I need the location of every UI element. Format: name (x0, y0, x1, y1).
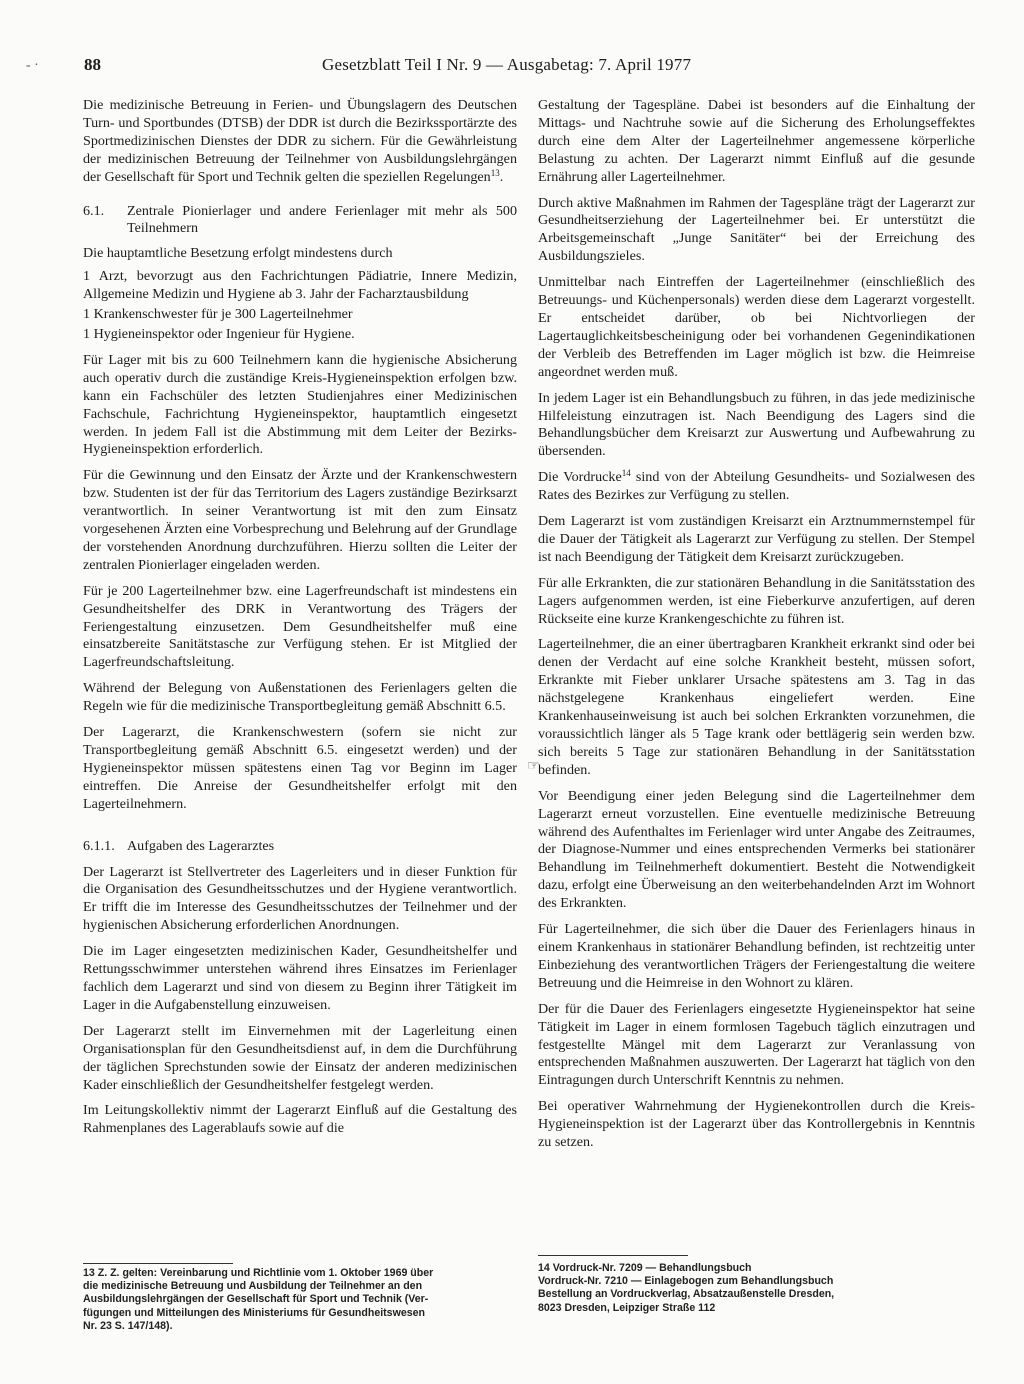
paragraph: Vor Beendigung einer jeden Belegung sind die Lagerteilnehmer dem Lagerarzt erneut vorzustellen. Eine eventuelle medizinische Betreuung während des Aufenthaltes im Ferienlager wird unter Angabe des Zeitraumes, der Diagnose-Nummer und eines entsprechenden Vermerks bei stationärer Behandlung im Teilnehmerheft dokumentiert. Besteht die Notwendigkeit dazu, erfolgt eine Überweisung an den weiterbehandelnden Arzt im Wohnort des Erkrankten. (538, 787, 975, 912)
left-column (83, 97, 517, 1146)
paragraph: Bei operativer Wahrnehmung der Hygienekontrollen durch die Kreis-Hygieneinspektion ist der Lagerarzt über das Kontrollergebnis in Kenntnis zu setzen. (538, 1098, 975, 1151)
list-item: 1 Hygieneinspektor oder Ingenieur für Hygiene. (83, 325, 355, 342)
paragraph: Für Lagerteilnehmer, die sich über die Dauer des Ferienlagers hinaus in einem Krankenhaus in stationärer Behandlung befinden, ist rechtzeitig unter Einbeziehung des verantwortlichen Trägers der Feriengestaltung die weitere Betreuung und die Heimreise in den Wohnort zu klären. (538, 921, 975, 991)
paragraph: Für je 200 Lagerteilnehmer bzw. eine Lagerfreundschaft ist mindestens ein Gesundheitshelfer des DRK in Verantwortung des Trägers der Feriengestaltung einzusetzen. Dem Gesundheitshelfer muß eine einsatzbereite Sanitätstasche zur Verfügung stehen. Er ist Mitglied der Lagerfreundschaftsleitung. (83, 582, 517, 671)
section-title: Zentrale Pionierlager und andere Ferienlager mit mehr als 500 Teilnehmern (127, 202, 517, 237)
paragraph: Durch aktive Maßnahmen im Rahmen der Tagespläne trägt der Lagerarzt zur Gesundheitserziehung der Lagerteilnehmer bei. Er unterstützt die Arbeitsgemeinschaft „Junge Sanitäter“ bei der Erreichung des Ausbildungszieles. (538, 194, 975, 265)
paragraph: Der Lagerarzt, die Krankenschwestern (sofern sie nicht zur Transportbegleitung gemäß Abschnitt 6.5. eingesetzt werden) und der Hygieneinspektor müssen spätestens einen Tag vor Beginn im Lager eintreffen. Die Anreise der Gesundheitshelfer erfolgt mit den Lagerteilnehmern. (83, 724, 517, 812)
paragraph: Die Vordrucke$^{14}$ sind von der Abteilung Gesundheits- und Sozialwesen des Rates des Bezirkes zur Verfügung zu stellen. (538, 468, 975, 504)
paragraph: Im Leitungskollektiv nimmt der Lagerarzt Einfluß auf die Gestaltung des Rahmenplanes des Lagerablaufs sowie auf die (83, 1102, 517, 1137)
list-item: 1 Arzt, bevorzugt aus den Fachrichtungen Pädiatrie, Innere Medizin, Allgemeine Medizin und Hygiene ab 3. Jahr der Facharztausbildung (83, 268, 517, 303)
footnote-rule (83, 1263, 233, 1264)
running-head: Gesetzblatt Teil I Nr. 9 — Ausgabetag: 7. April 1977 (322, 55, 692, 74)
footnote-14: 14 Vordruck-Nr. 7209 — Behandlungsbuch Vordruck-Nr. 7210 — Einlagebogen zum Behandlungsbuch Bestellung an Vordruckverlag, Absatzaußenstelle Dresden, 8023 Dresden, Leipziger Straße 112 (538, 1262, 835, 1314)
footnote-ref: 14 (621, 468, 631, 479)
paragraph: Unmittelbar nach Eintreffen der Lagerteilnehmer (einschließlich des Betreuungs- und Küchenpersonals) werden diese dem Lagerarzt vorgestellt. Er entscheidet darüber, ob bei Nichtvorliegen der Lagertauglichkeitsbescheinigung oder bei vorhandenen Gegenindikationen der Verbleib des Betreffenden im Lager möglich ist bzw. die Heimreise angeordnet werden muß. (538, 274, 975, 380)
footnote-13: 13 Z. Z. gelten: Vereinbarung und Richtlinie vom 1. Oktober 1969 über die medizinische Betreuung und Ausbildung der Teilnehmer an den Ausbildungslehrgängen der Gesellschaft für Sport und Technik (Ver- fügungen und Mitteilungen des Ministeriums für Gesundheitswesen Nr. 23 S. 147/148). (83, 1267, 434, 1332)
section-heading (83, 838, 517, 856)
paragraph: Für die Gewinnung und den Einsatz der Ärzte und der Krankenschwestern bzw. Studenten ist der für das Territorium des Lagers zuständige Bezirksarzt verantwortlich. In seiner Verantwortung ist mit den zum Einsatz vorgesehenen Ärzten eine Vorbesprechung und Belehrung auf der Grundlage der vorstehenden Anordnung durchzuführen. Hierzu sollten die Leiter der zentralen Pionierlager eingeladen werden. (83, 467, 517, 573)
paragraph: Für alle Erkrankten, die zur stationären Behandlung in die Sanitätsstation des Lagers aufgenommen werden, ist eine Fieberkurve anzufertigen, auf deren Rückseite eine kurze Krankengeschichte zu führen ist. (538, 574, 975, 627)
margin-mark: ☞ (527, 759, 540, 774)
paragraph: Für Lager mit bis zu 600 Teilnehmern kann die hygienische Absicherung auch operativ durch die zuständige Kreis-Hygieneinspektion erfolgen bzw. kann ein Fachschüler des letzten Studienjahres einer Medizinischen Fachschule, Fachrichtung Hygieneinspektor, hauptamtlich eingesetzt werden. In jedem Fall ist die Abstimmung mit dem Leiter der Bezirks-Hygieneinspektion erforderlich. (83, 351, 517, 458)
paragraph: Die im Lager eingesetzten medizinischen Kader, Gesundheitshelfer und Rettungsschwimmer unterstehen während ihres Einsatzes im Ferienlager fachlich dem Lagerarzt und sind von diesem zu Beginn ihrer Tätigkeit im Lager in die Aufgabenstellung einzuweisen. (83, 943, 517, 1013)
paragraph: Die hauptamtliche Besetzung erfolgt mindestens durch (83, 245, 393, 262)
right-column (538, 97, 975, 1160)
paragraph: Während der Belegung von Außenstationen des Ferienlagers gelten die Regeln wie für die medizinische Transportbegleitung gemäß Abschnitt 6.5. (83, 680, 517, 715)
paragraph: In jedem Lager ist ein Behandlungsbuch zu führen, in das jede medizinische Hilfeleistung einzutragen ist. Nach Beendigung des Lagers sind die Behandlungsbücher dem Kreisarzt zur Auswertung und Aufbewahrung zu übersenden. (538, 389, 975, 460)
footnote-ref: 13 (490, 167, 500, 178)
footnote-rule (538, 1255, 688, 1256)
section-number: 6.1.1. (83, 837, 115, 854)
paragraph: Der für die Dauer des Ferienlagers eingesetzte Hygieneinspektor hat seine Tätigkeit im Lager in einem formlosen Tagebuch täglich einzutragen und festgestellte Mängel mit dem Lagerarzt zur Veranlassung von entsprechenden Maßnahmen auszuwerten. Der Lagerarzt hat täglich von den Eintragungen durch Unterschrift Kenntnis zu nehmen. (538, 1000, 975, 1089)
paragraph: Die medizinische Betreuung in Ferien- und Übungslagern des Deutschen Turn- und Sportbundes (DTSB) der DDR ist durch die Bezirkssportärzte des Sportmedizinischen Dienstes der DDR zu sichern. Für die Gewährleistung der medizinischen Betreuung der Teilnehmer von Ausbildungslehrgängen der Gesellschaft für Sport und Technik gelten die speziellen Regelungen$^{13}$. (83, 97, 517, 185)
paragraph: Gestaltung der Tagespläne. Dabei ist besonders auf die Einhaltung der Mittags- und Nachtruhe sowie auf die Sicherung des Erholungseffektes durch eine dem Alter der Lagerteilnehmer angemessene körperliche Belastung zu achten. Der Lagerarzt nimmt Einfluß auf die gesunde Ernährung aller Lagerteilnehmer. (538, 97, 975, 185)
paragraph: Dem Lagerarzt ist vom zuständigen Kreisarzt ein Arztnummernstempel für die Dauer der Tätigkeit als Lagerarzt zur Verfügung zu stellen. Der Stempel ist nach Beendigung der Tätigkeit dem Kreisarzt zurückzugeben. (538, 513, 975, 565)
section-title: Aufgaben des Lagerarztes (127, 837, 275, 854)
paragraph: Lagerteilnehmer, die an einer übertragbaren Krankheit erkrankt sind oder bei denen der Verdacht auf eine solche Krankheit besteht, müssen sofort, Erkrankte mit Fieber unklarer Ursache spätestens am 3. Tag in das nächstgelegene Krankenhaus eingeliefert werden. Eine Krankenhauseinweisung ist auch bei solchen Erkrankten vorzunehmen, die voraussichtlich länger als 5 Tage krank oder bettlägerig sein werden bzw. sich bereits 5 Tage zur stationären Behandlung in der Sanitätsstation befinden. (538, 636, 975, 778)
paragraph: Der Lagerarzt ist Stellvertreter des Lagerleiters und in dieser Funktion für die Organisation des Gesundheitsschutzes und der Hygiene verantwortlich. Er trifft die im Interesse des Gesundheitsschutzes der Teilnehmer und der hygienischen Absicherung erforderlichen Anordnungen. (83, 863, 517, 934)
paragraph: Der Lagerarzt stellt im Einvernehmen mit der Lagerleitung einen Organisationsplan für den Gesundheitsdienst auf, in dem die Durchführung der täglichen Sprechstunden sowie der Einsatz der anderen medizinischen Kader einschließlich der Gesundheitshelfer festgelegt werden. (83, 1022, 517, 1093)
list-item: 1 Krankenschwester für je 300 Lagerteilnehmer (83, 306, 353, 323)
section-heading (83, 203, 517, 239)
page-number: 88 (84, 55, 101, 74)
margin-mark: - · (26, 58, 39, 73)
section-number: 6.1. (83, 202, 105, 219)
